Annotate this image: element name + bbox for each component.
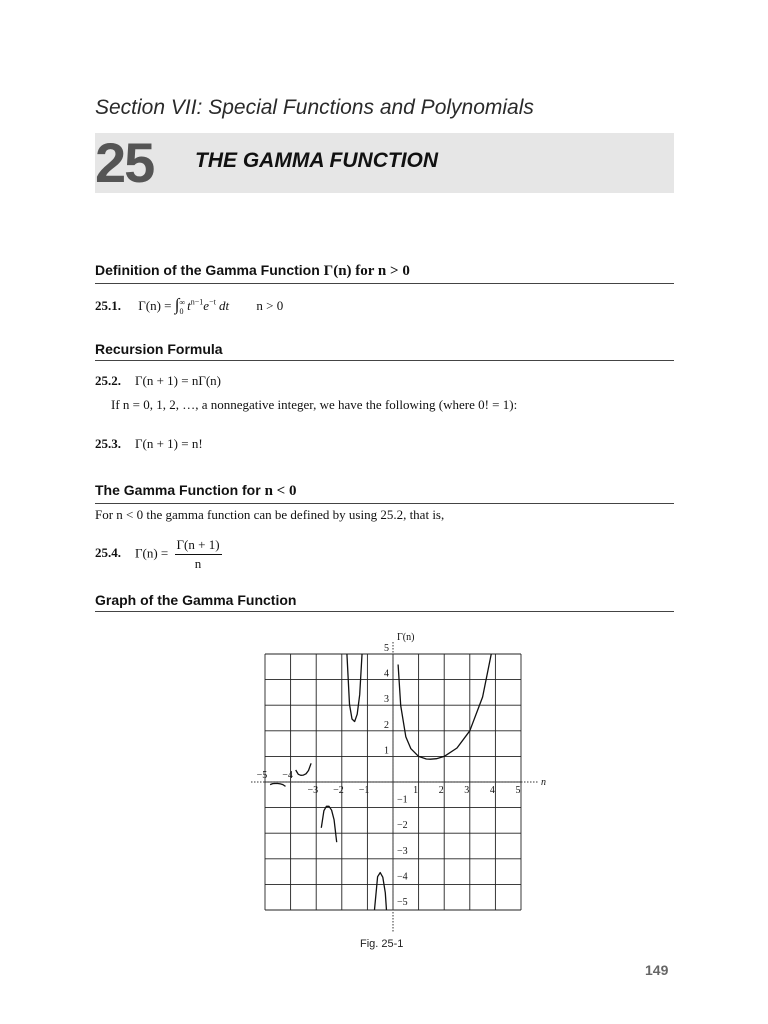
heading-graph: Graph of the Gamma Function [95,592,674,612]
gamma-curve-branch-6 [270,784,285,787]
gamma-curve-branch-2 [368,873,388,935]
equation-lhs: Γ(n) = [135,545,172,561]
gamma-curve-branch-4 [321,806,336,842]
heading-negative-math: n < 0 [264,483,297,499]
page-number: 149 [645,962,669,978]
gamma-function-graph [240,625,550,935]
fraction-numerator: Γ(n + 1) [175,537,222,555]
integral-lower-limit: 0 [179,307,184,317]
chapter-header [95,133,674,193]
equation-25-2 [95,373,221,389]
section-title: Section VII: Special Functions and Polynomials [95,96,534,119]
y-tick-label: 5 [384,643,389,654]
y-tick-label: 3 [384,694,389,706]
figure-caption: Fig. 25-1 [360,938,404,950]
x-tick-label: 2 [438,785,444,796]
integrand-e: e [203,298,210,313]
equation-number: 25.1. [95,298,121,313]
x-tick-label: −2 [333,785,344,796]
integral-upper-limit: ∞ [179,298,186,308]
chapter-number: 25 [95,131,154,194]
integrand-e-exponent: −t [209,297,216,307]
x-tick-label: −4 [282,770,293,781]
equation-25-4 [95,537,222,572]
equation-number: 25.4. [95,545,121,561]
integrand-t: t [187,298,191,313]
integrand-t-exponent: n−1 [190,297,204,307]
equation-condition: n > 0 [256,298,284,313]
equation-expression: Γ(n + 1) = n! [135,436,203,451]
recursion-note: If n = 0, 1, 2, …, a nonnegative integer, we have the following (where 0! = 1): [111,397,518,412]
negative-note: For n < 0 the gamma function can be defined by using 25.2, that is, [95,507,445,522]
heading-definition [95,262,674,284]
y-tick-label: 1 [384,745,389,757]
fraction [175,537,222,572]
fraction-denominator: n [194,556,202,571]
heading-negative [95,482,674,504]
equation-25-3 [95,436,203,452]
x-tick-label: 4 [489,785,495,796]
integral-sign-icon: ∫ [174,295,180,314]
heading-recursion: Recursion Formula [95,341,674,361]
y-tick-label: 2 [384,719,389,731]
equation-25-1 [95,295,283,316]
y-tick-label: −3 [397,845,408,857]
x-tick-label: −5 [256,770,268,781]
equation-number: 25.3. [95,436,121,451]
y-tick-label: −2 [397,820,408,832]
x-tick-label: −3 [307,785,319,796]
gamma-curve-branch-1 [398,646,493,759]
chapter-title: THE GAMMA FUNCTION [195,149,439,172]
integrand-dt: dt [215,298,230,313]
x-tick-label: −1 [358,785,370,796]
heading-negative-text: The Gamma Function for [95,482,265,498]
x-tick-label: 5 [515,785,521,796]
x-axis-label: n [541,777,546,788]
equation-number: 25.2. [95,373,121,388]
y-tick-label: −4 [397,871,408,883]
heading-definition-math: Γ(n) for n > 0 [323,263,410,279]
y-tick-label: 4 [384,668,389,680]
gamma-curve-branch-5 [296,763,311,775]
heading-definition-text: Definition of the Gamma Function [95,262,324,278]
equation-lhs: Γ(n) = [138,298,175,313]
y-axis-label: Γ(n) [397,632,415,643]
gamma-curve-branch-3 [347,649,362,721]
x-tick-label: 3 [464,785,470,796]
equation-expression: Γ(n + 1) = nΓ(n) [135,373,222,388]
x-tick-label: 1 [413,785,419,796]
y-tick-label: −5 [397,897,408,908]
y-tick-label: −1 [397,794,408,806]
